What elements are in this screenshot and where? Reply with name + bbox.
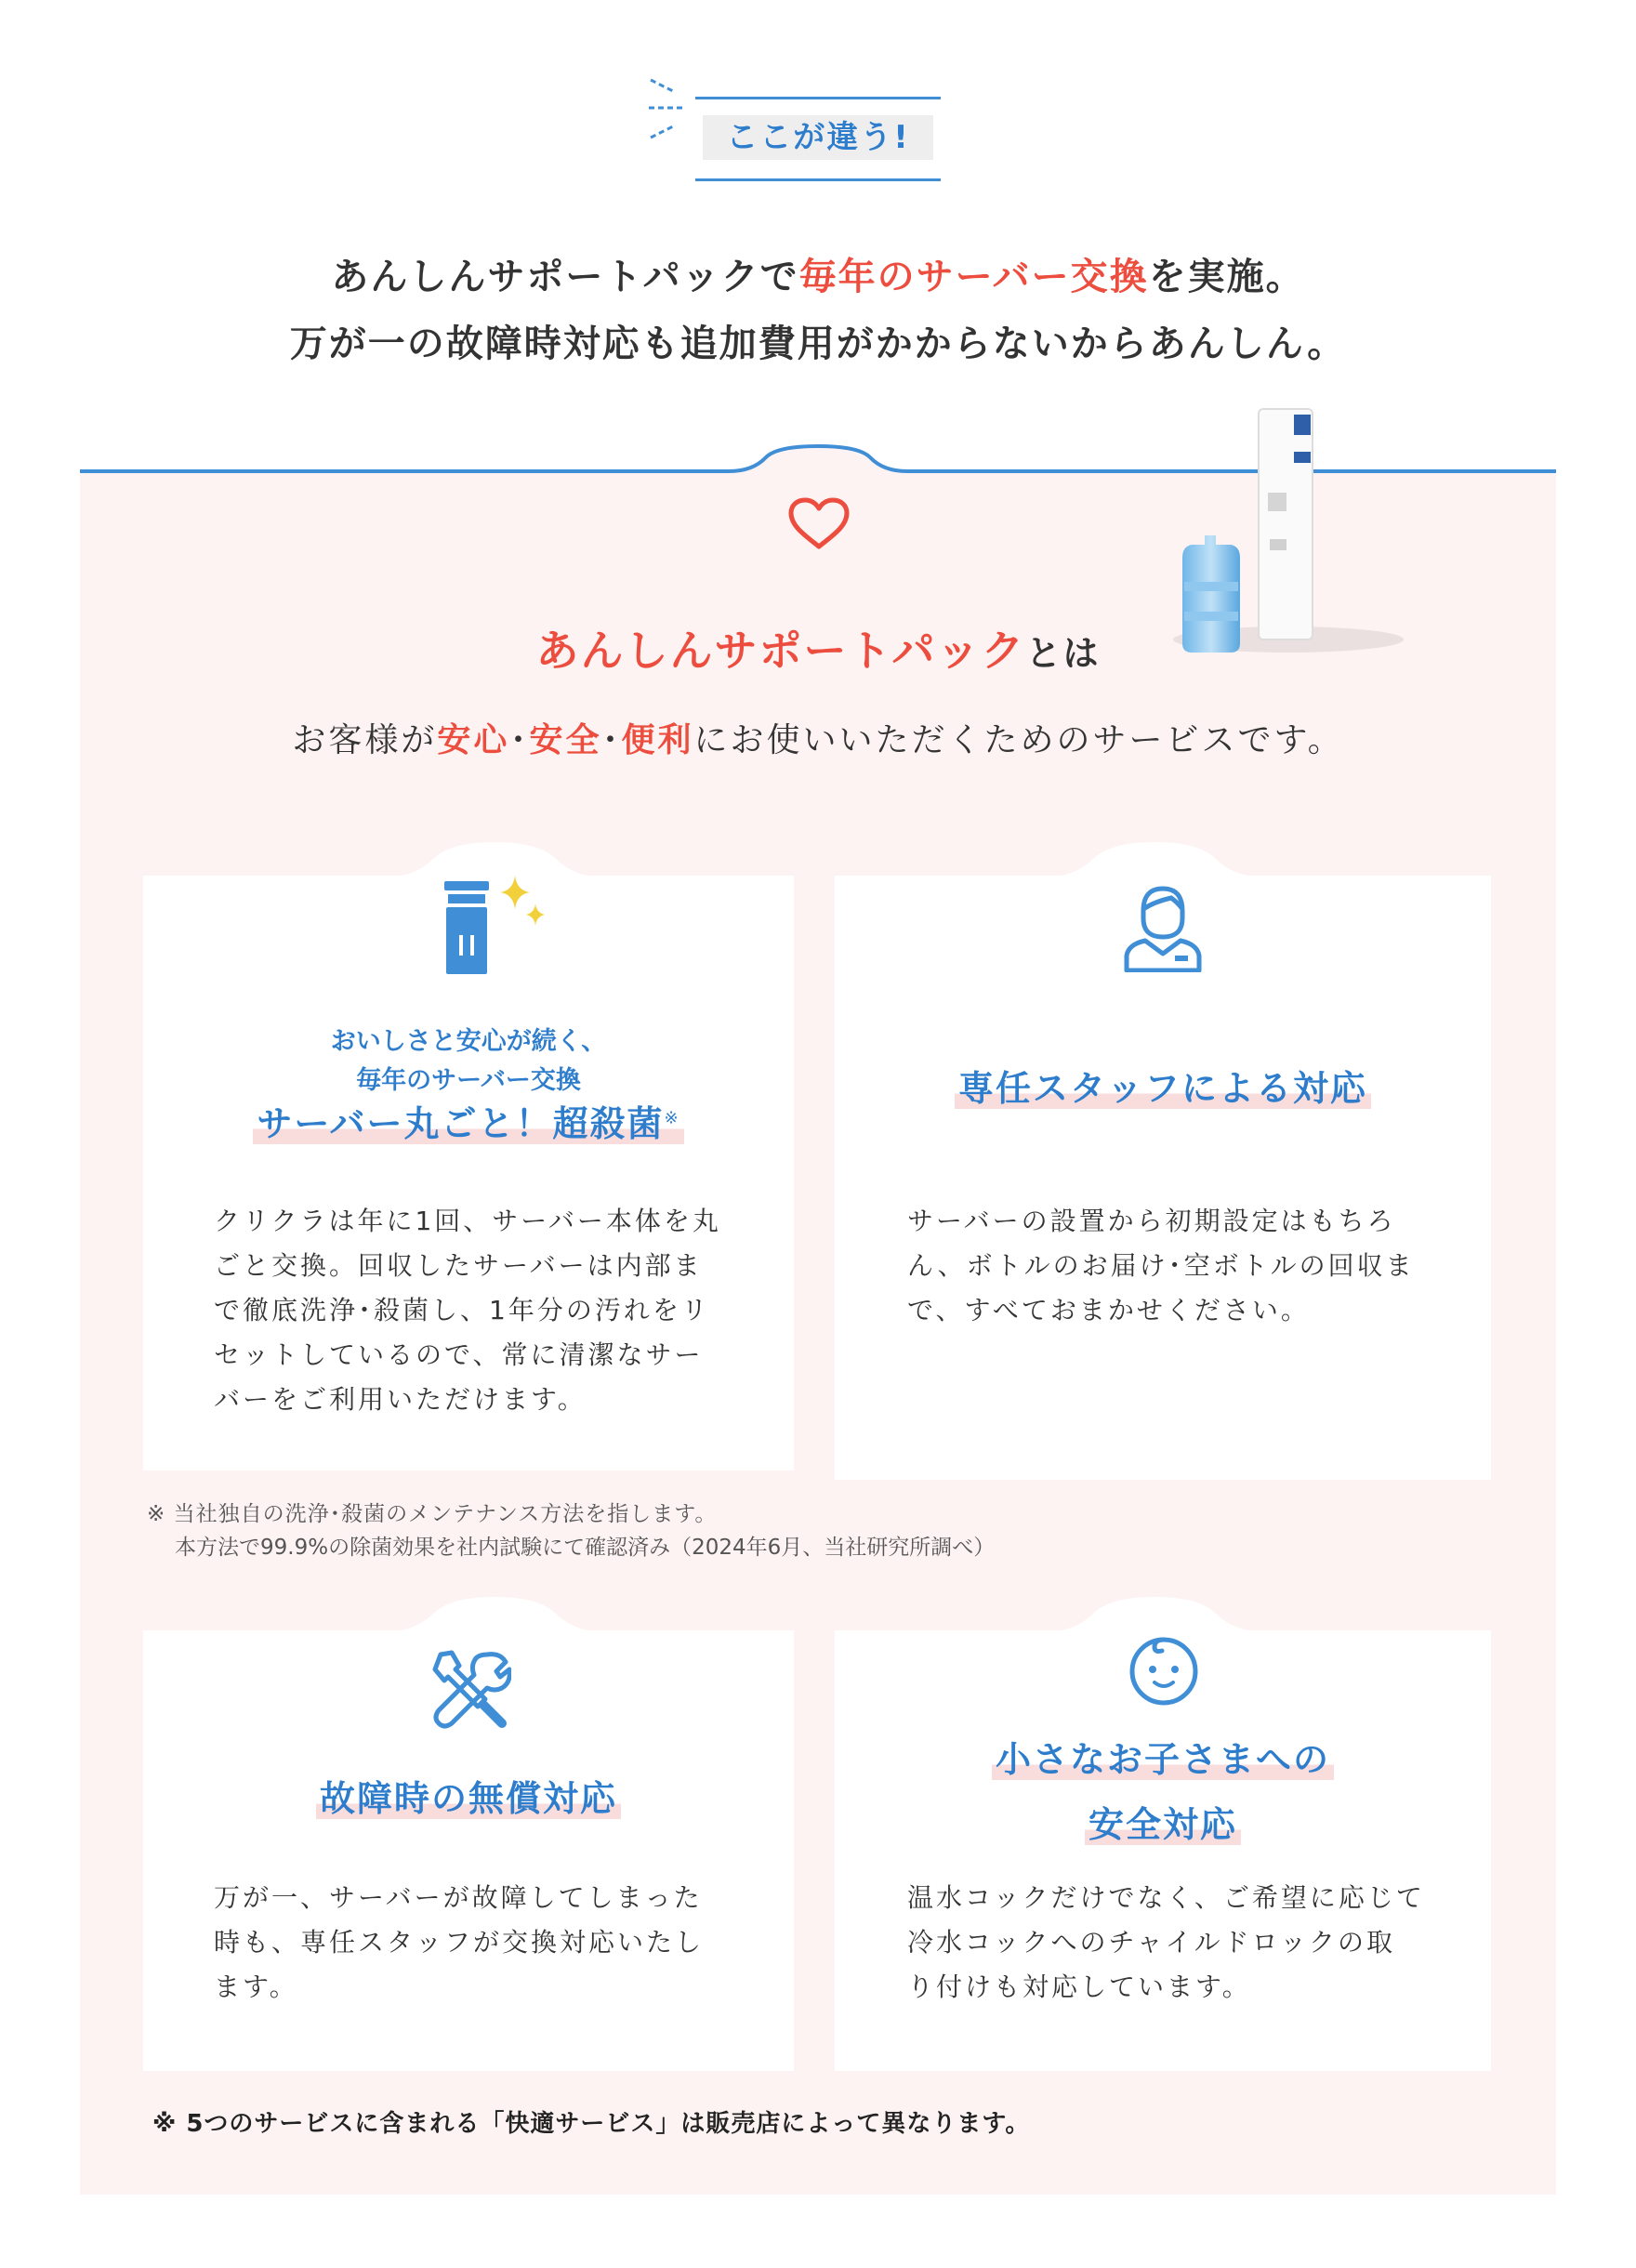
card-body [907, 1199, 1474, 1333]
card-title [253, 1103, 683, 1144]
footer-note: ※ 5つのサービスに含まれる「快適サービス」は販売店によって異なります。 [152, 2110, 1031, 2138]
card-body-line: で徹底洗浄･殺菌し、1年分の汚れをリ [214, 1295, 710, 1325]
card-title: 故障時の無償対応 [316, 1778, 621, 1819]
card-title: 安全対応 [1085, 1804, 1241, 1845]
desc-emphasis: 安全 [529, 721, 602, 759]
card-title: 小さなお子さまへの [992, 1739, 1334, 1780]
tools-icon [431, 1649, 511, 1729]
card-tab [1043, 840, 1266, 877]
card-tab [1043, 1595, 1266, 1632]
headline-line-1 [93, 247, 1543, 300]
headline-emphasis: 毎年のサーバー交換 [798, 256, 1149, 298]
card-title: 専任スタッフによる対応 [955, 1068, 1371, 1109]
panel-top-bump [729, 444, 907, 478]
sparkle-icon [498, 874, 548, 935]
card-body-line: 万が一、サーバーが故障してしまった [214, 1882, 703, 1913]
card-body-line: セットしているので、常に清潔なサー [214, 1339, 704, 1370]
badge-label: ここが違う! [726, 119, 910, 156]
card-body-line: ごと交換。回収したサーバーは内部ま [214, 1250, 703, 1281]
baby-face-icon [1127, 1632, 1201, 1707]
desc-emphasis: 便利 [621, 721, 694, 759]
desc-text: ･ [601, 721, 622, 759]
desc-text: お客様が [292, 721, 438, 759]
card-body-line: サーバーの設置から初期設定はもちろ [907, 1206, 1396, 1236]
intro-title [186, 617, 1450, 679]
card-body-line: ます。 [214, 1971, 298, 2002]
card-body-line: で、すべておまかせください。 [907, 1295, 1310, 1325]
card-body-line: バーをご利用いただけます。 [214, 1384, 587, 1415]
footnote-mark: ※ [664, 1108, 680, 1128]
emphasis-marks-icon [647, 76, 688, 147]
card-subtitle: おいしさと安心が続く、 [330, 1027, 607, 1056]
card-title-text: サーバー丸ごと！超殺菌 [257, 1103, 665, 1144]
intro-description [93, 714, 1543, 761]
card-body [214, 1876, 772, 2010]
highlight-badge [695, 97, 941, 180]
staff-icon [1123, 883, 1203, 972]
card-body [214, 1199, 772, 1422]
heart-icon [786, 496, 851, 550]
desc-text: ･ [509, 721, 530, 759]
card-body-line: 温水コックだけでなく、ご希望に応じて [907, 1882, 1425, 1913]
card-body-line: クリクラは年に1回、サーバー本体を丸 [214, 1206, 721, 1236]
card-subtitle: 毎年のサーバー交換 [356, 1066, 581, 1095]
headline-text: あんしんサポートパックで [331, 256, 799, 298]
card-body-line: 冷水コックへのチャイルドロックの取 [907, 1927, 1396, 1958]
headline-line-2: 万が一の故障時対応も追加費用がかからないからあんしん。 [289, 323, 1347, 365]
desc-emphasis: 安心 [437, 721, 510, 759]
card-tab [383, 840, 606, 877]
card-body [907, 1876, 1484, 2010]
card-body-line: 時も、専任スタッフが交換対応いたし [214, 1927, 705, 1958]
intro-title-emphasis: あんしんサポートパック [535, 626, 1026, 676]
card-body-line: ん、ボトルのお届け･空ボトルの回収ま [907, 1250, 1415, 1281]
headline-text: を実施。 [1148, 256, 1305, 298]
footnote-1: ※ 当社独自の洗浄･殺菌のメンテナンス方法を指します。 [147, 1502, 718, 1526]
card-tab [383, 1595, 606, 1632]
card-body-line: り付けも対応しています。 [907, 1971, 1251, 2002]
footnote-2: 本方法で99.9%の除菌効果を社内試験にて確認済み（2024年6月、当社研究所調べ） [175, 1536, 996, 1560]
intro-title-suffix: とは [1025, 633, 1101, 674]
desc-text: にお使いいただくためのサービスです。 [693, 721, 1344, 759]
water-server-icon [441, 879, 493, 976]
